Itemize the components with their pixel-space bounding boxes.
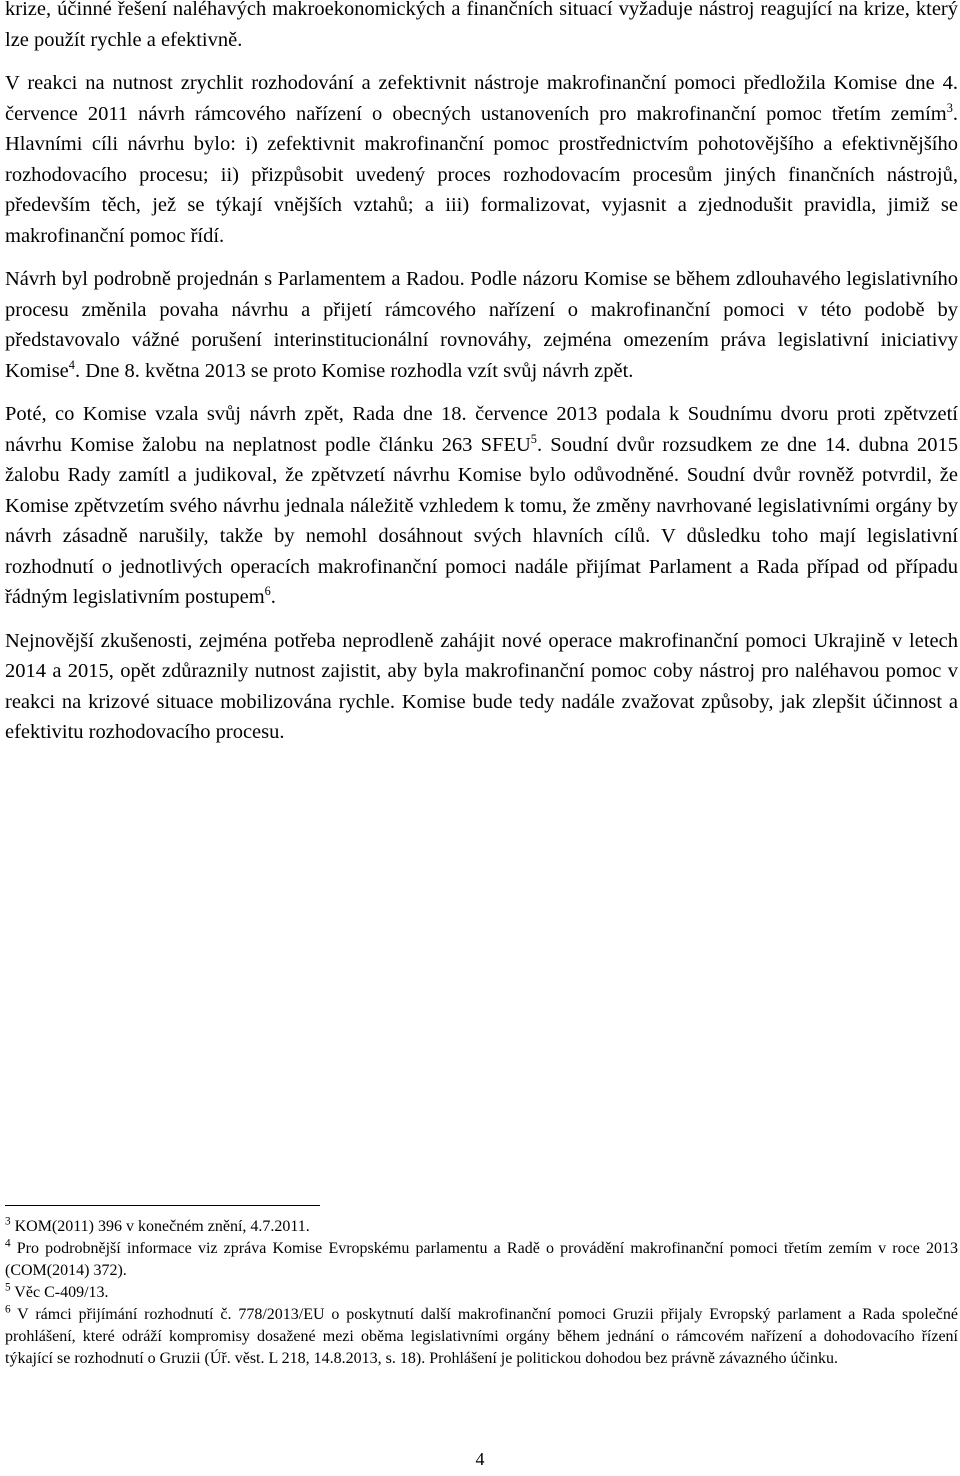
footnote-number: 3 (5, 1215, 11, 1228)
footnote-5 (5, 1282, 958, 1304)
paragraph-court-ruling (5, 399, 958, 613)
paragraph-text: . Dne 8. května 2013 se proto Komise rozhodla vzít svůj návrh zpět. (74, 359, 634, 382)
paragraph-text: . (270, 586, 276, 608)
paragraph-recent-experience (5, 626, 958, 748)
footnote-4 (5, 1238, 958, 1282)
paragraph-text: krize, účinné řešení naléhavých makroekonomických a finančních situací vyžaduje nástroj reagující na krize, který lze použít rychle a efektivně. (5, 0, 958, 51)
paragraph-withdrawal (5, 264, 958, 386)
paragraph-crisis-intro (5, 0, 958, 55)
footnote-text: KOM(2011) 396 v konečném znění, 4.7.2011. (10, 1218, 310, 1235)
paragraph-text: . Hlavními cíli návrhu bylo: i) zefektivnit makrofinanční pomoc prostřednictvím pohotovějšího a efektivnějšího rozhodovacího procesu; ii) přizpůsobit uvedený proces rozhodovacím procesům jiných finančních nástrojů, především těch, jež se týkají vnějších vztahů; a iii) formalizovat, vyjasnit a zjednodušit pravidla, jimiž se makrofinanční pomoc řídí. (5, 102, 958, 247)
footnote-ref-5[interactable]: 5 (530, 431, 537, 446)
footnote-number: 5 (5, 1281, 11, 1294)
footnote-text: Pro podrobnější informace viz zpráva Komise Evropskému parlamentu a Radě o provádění makrofinanční pomoci třetím zemím v roce 2013 (COM(2014) 372). (5, 1240, 958, 1279)
footnote-ref-3[interactable]: 3 (946, 100, 953, 115)
footnote-text: V rámci přijímání rozhodnutí č. 778/2013/EU o poskytnutí další makrofinanční pomoci Gruzii přijaly Evropský parlament a Rada společné prohlášení, které odráží kompromisy dosažené mezi oběma legislativními orgány během jednání o rámcovém nařízení a dohodovacího řízení týkající se rozhodnutí o Gruzii (Úř. věst. L 218, 14.8.2013, s. 18). Prohlášení je politickou dohodou bez právně závazného účinku. (5, 1306, 958, 1367)
paragraph-text: V reakci na nutnost zrychlit rozhodování a zefektivnit nástroje makrofinanční pomoci předložila Komise dne 4. července 2011 návrh rámcového nařízení o obecných ustanoveních pro makrofinanční pomoc třetím zemím (5, 72, 958, 125)
footnote-3 (5, 1216, 958, 1238)
footnote-number: 6 (5, 1303, 11, 1316)
footnotes-section (5, 1205, 958, 1370)
paragraph-text: Poté, co Komise vzala svůj návrh zpět, Rada dne 18. července 2013 podala k Soudnímu dvoru proti zpětvzetí návrhu Komise žalobu na neplatnost podle článku 263 SFEU (5, 403, 958, 456)
footnote-6 (5, 1304, 958, 1370)
paragraph-text: Nejnovější zkušenosti, zejména potřeba neprodleně zahájit nové operace makrofinanční pomoci Ukrajině v letech 2014 a 2015, opět zdůraznily nutnost zajistit, aby byla makrofinanční pomoc coby nástroj pro naléhavou pomoc v reakci na krizové situace mobilizována rychle. Komise bude tedy nadále zvažovat způsoby, jak zlepšit účinnost a efektivitu rozhodovacího procesu. (5, 629, 958, 743)
paragraph-text: Návrh byl podrobně projednán s Parlamentem a Radou. Podle názoru Komise se během zdlouhavého legislativního procesu změnila povaha návrhu a přijetí rámcového nařízení o makrofinanční pomoci v této podobě by představovalo vážné porušení interinstitucionální rovnováhy, zejména omezením práva legislativní iniciativy Komise (5, 268, 958, 382)
footnote-text: Věc C-409/13. (10, 1284, 109, 1301)
footnote-number: 4 (5, 1237, 11, 1250)
page-number: 4 (475, 1449, 485, 1469)
footnote-ref-4[interactable]: 4 (68, 357, 75, 372)
paragraph-framework-proposal (5, 68, 958, 251)
footnote-ref-6[interactable]: 6 (264, 584, 271, 599)
footnote-separator (5, 1205, 320, 1206)
document-body (5, 0, 958, 761)
paragraph-text: . Soudní dvůr rozsudkem ze dne 14. dubna 2015 žalobu Rady zamítl a judikoval, že zpětvzetí návrhu Komise bylo odůvodněné. Soudní dvůr rovněž potvrdil, že Komise zpětvzetím svého návrhu jednala náležitě vzhledem k tomu, že změny navrhované legislativními orgány by návrh zásadně narušily, takže by nemohl dosáhnout svých hlavních cílů. V důsledku toho mají legislativní rozhodnutí o jednotlivých operacích makrofinanční pomoci nadále přijímat Parlament a Rada případ od případu řádným legislativním postupem (5, 433, 958, 608)
